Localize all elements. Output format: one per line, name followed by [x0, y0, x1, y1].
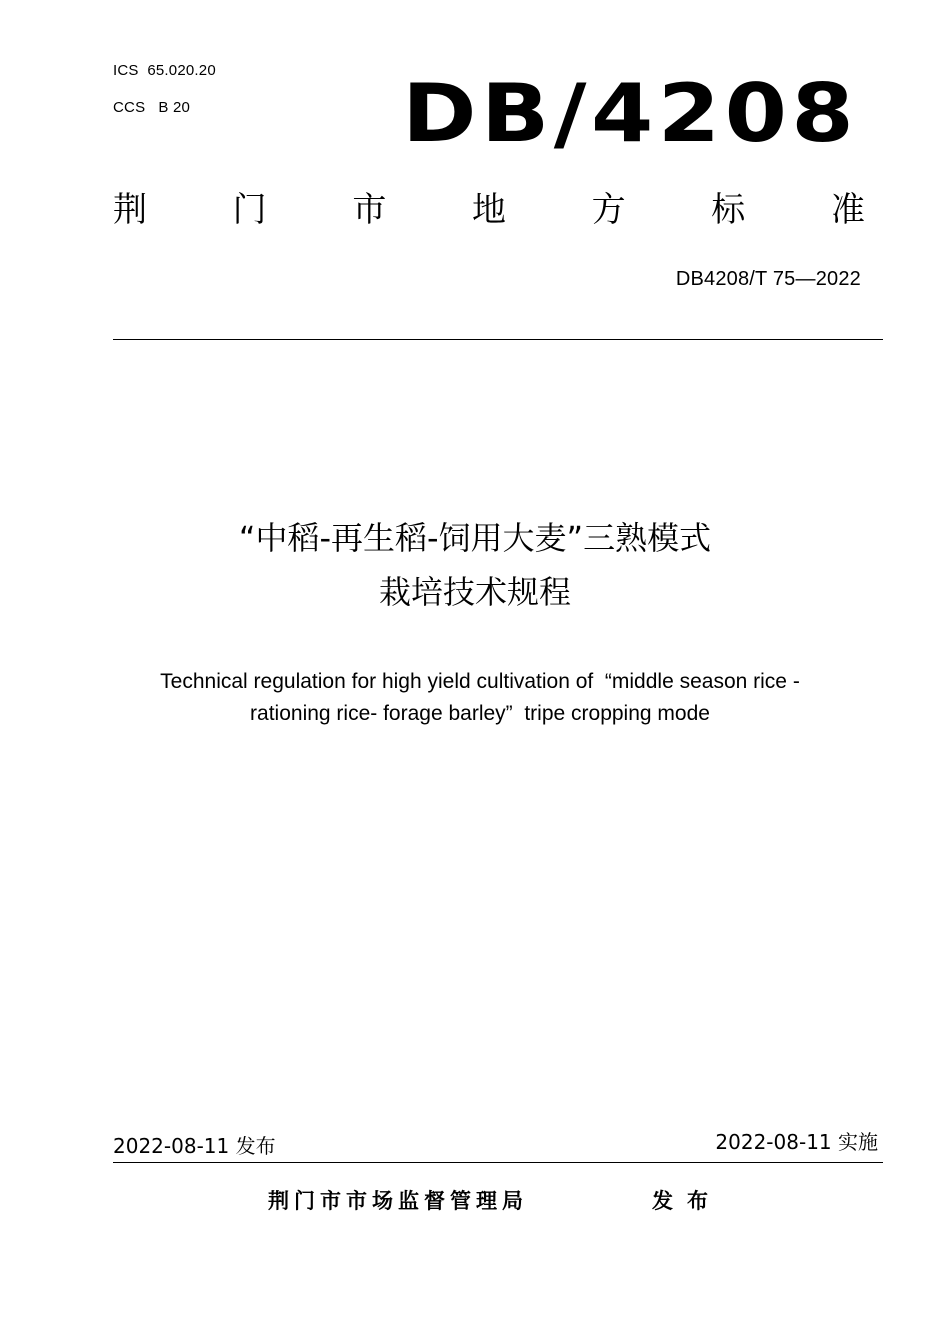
title-chinese-line-1: “中稻-再生稻-饲用大麦”三熟模式 [238, 519, 712, 557]
standard-type-char: 市 [352, 190, 387, 230]
standard-type-char: 地 [471, 190, 506, 230]
ics-code: ICS 65.020.20 [113, 62, 216, 79]
bottom-divider [113, 1162, 883, 1163]
standard-type-heading [113, 190, 865, 230]
implementation-date: 2022-08-11 实施 [715, 1130, 878, 1154]
standard-type-char: 标 [711, 190, 746, 230]
ccs-code: CCS B 20 [113, 99, 191, 116]
title-chinese-line-2: 栽培技术规程 [378, 573, 571, 611]
standard-type-char: 方 [591, 190, 626, 230]
title-english-line-2: rationing rice- forage barley” tripe cropping mode [250, 702, 710, 725]
issued-label: 发布 [652, 1189, 722, 1213]
issuing-authority: 荆门市市场监督管理局 [268, 1189, 528, 1213]
title-english-line-1: Technical regulation for high yield cultivation of “middle season rice - [160, 670, 800, 693]
issue-date: 2022-08-11 发布 [113, 1134, 276, 1158]
standard-number: DB4208/T 75—2022 [675, 268, 861, 290]
standard-type-char: 准 [830, 190, 865, 230]
standard-type-char: 门 [232, 190, 267, 230]
db-code-logo: DB/4208 [401, 67, 858, 160]
top-divider [113, 339, 883, 340]
standard-type-char: 荆 [113, 190, 147, 230]
